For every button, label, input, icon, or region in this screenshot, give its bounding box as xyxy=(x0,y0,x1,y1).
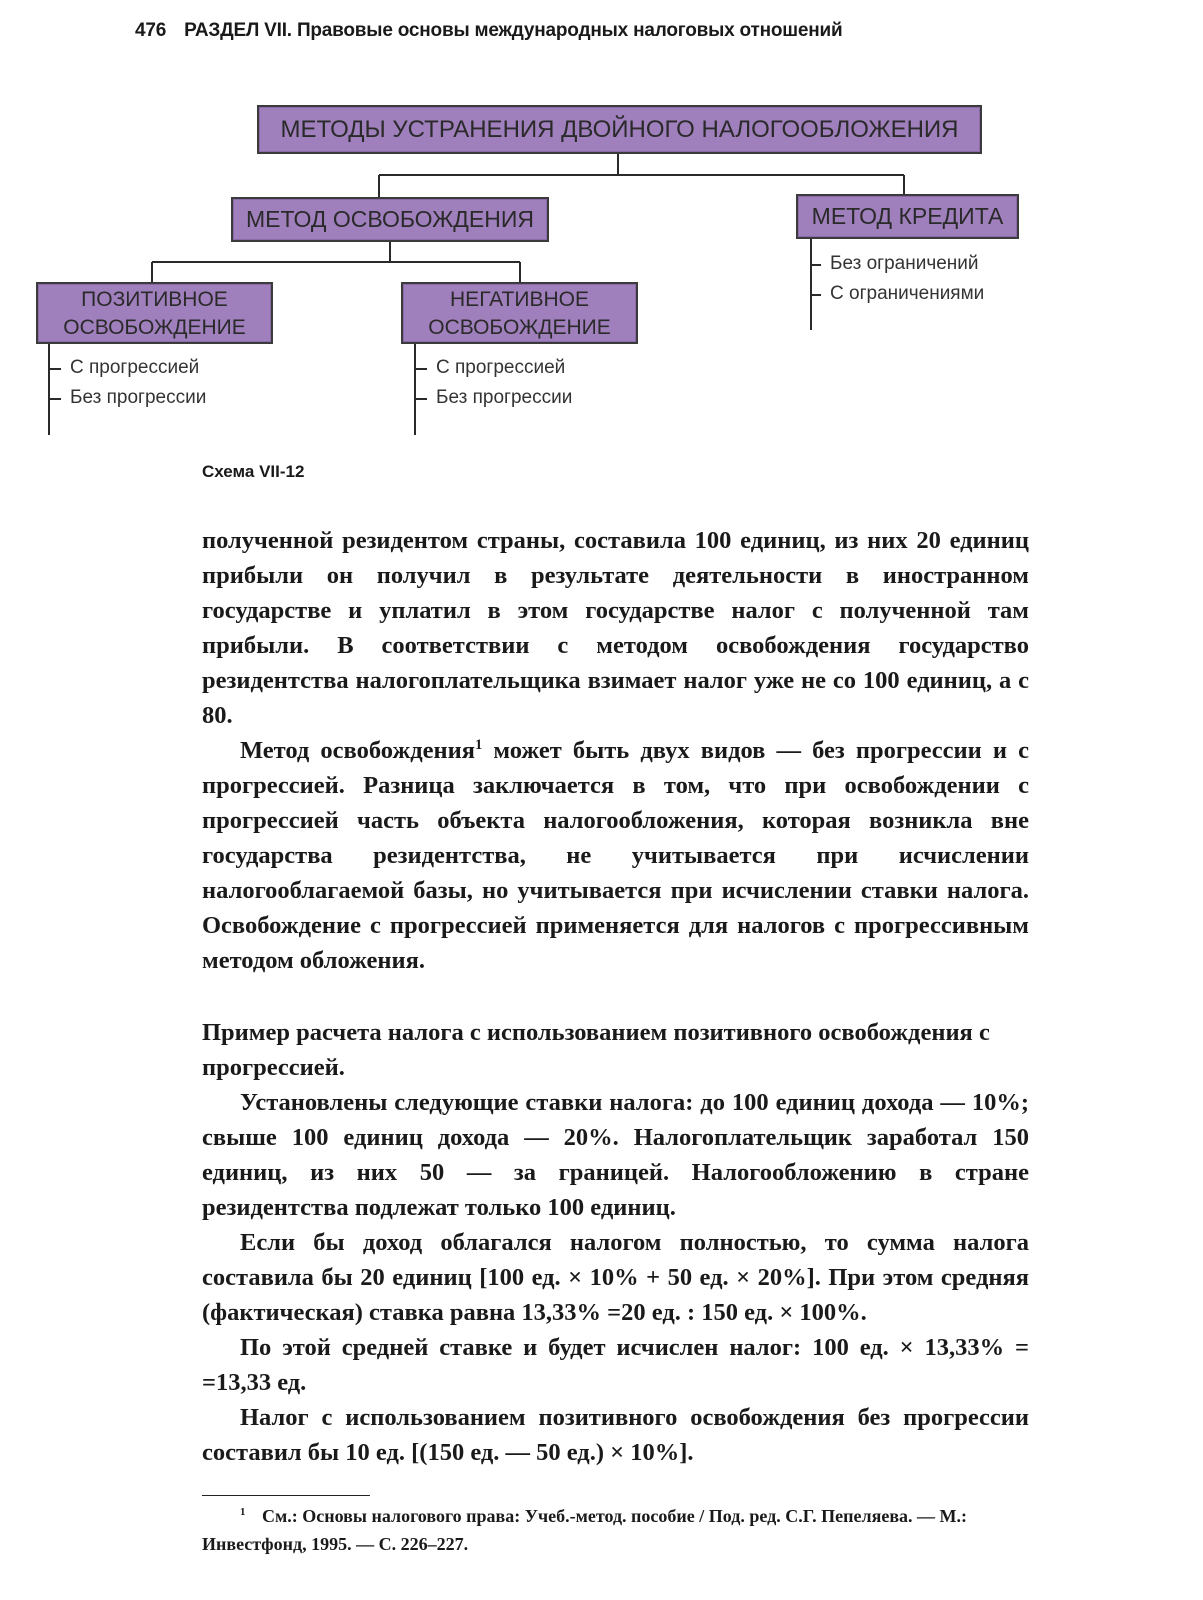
tax-methods-diagram xyxy=(0,0,1203,460)
root-method-label: МЕТОДЫ УСТРАНЕНИЯ ДВОЙНОГО НАЛОГООБЛОЖЕНИЯ xyxy=(280,116,959,143)
paragraph-4: Если бы доход облагался налогом полностью, то сумма налога составила бы 20 единиц [100 ед. × 10% + 50 ед. × 20%]. При этом средняя (фактическая) ставка равна 13,33% =20 ед. : 150 ед. × 100%. xyxy=(202,1229,1029,1326)
paragraph-5: По этой средней ставке и будет исчислен налог: 100 ед. × 13,33% = =13,33 ед. xyxy=(202,1334,1029,1396)
paragraph-6: Налог с использованием позитивного освобождения без прогрессии составил бы 10 ед. [(150 ед. — 50 ед.) × 10%]. xyxy=(202,1404,1029,1466)
credit-item-unlimited: Без ограничений xyxy=(830,253,979,274)
footnote-mark xyxy=(202,1502,262,1530)
root-method-box xyxy=(257,105,982,154)
paragraph-2 xyxy=(202,733,1029,978)
paragraph-2-start: Метод освобождения xyxy=(240,737,475,764)
paragraph-2-emphasis: освобождении с прогрессией xyxy=(202,772,1029,834)
page-number: 476 xyxy=(135,20,167,41)
main-text-block xyxy=(202,523,1029,978)
footnote-divider xyxy=(202,1495,370,1496)
section-title: РАЗДЕЛ VII. Правовые основы международных налоговых отношений xyxy=(184,20,843,41)
footnote xyxy=(202,1502,1029,1558)
footnote-mark-number: 1 xyxy=(240,1506,246,1518)
diagram-caption: Схема VII-12 xyxy=(202,462,305,481)
exemption-method-label: МЕТОД ОСВОБОЖДЕНИЯ xyxy=(246,206,534,232)
exemption-method-box xyxy=(231,197,549,242)
paragraph-2-mid: может быть двух видов — без прогрессии и с прогрессией. Разница заключается в том, что при xyxy=(202,737,1029,799)
negative-exemption-box xyxy=(401,282,638,344)
paragraph-1: полученной резидентом страны, составила 100 единиц, из них 20 единиц прибыли он получил в результате деятельности в иностранном государстве и уплатил в этом государстве налог с полученной там прибыли. В соответствии с методом освобождения государство резидентства налогоплательщика взимает налог уже не со 100 единиц, а с 80. xyxy=(202,527,1029,729)
positive-item-without-progression: Без прогрессии xyxy=(70,387,207,408)
example-block xyxy=(202,1015,1029,1470)
positive-exemption-line2: ОСВОБОЖДЕНИЕ xyxy=(63,316,246,339)
negative-exemption-line1: НЕГАТИВНОЕ xyxy=(450,288,589,311)
paragraph-2-end: часть объекта налогообложения, которая возникла вне государства резидентства, не учитывается при исчислении налогооблагаемой базы, но учитывается при исчислении ставки налога. Освобождение с прогрессией применяется для налогов с прогрессивным методом обложения. xyxy=(202,807,1029,974)
credit-method-label: МЕТОД КРЕДИТА xyxy=(811,203,1004,229)
footnote-text: См.: Основы налогового права: Учеб.-метод. пособие / Под. ред. С.Г. Пепеляева. — М.: Инвестфонд, 1995. — С. 226–227. xyxy=(202,1506,968,1554)
credit-method-box xyxy=(796,194,1019,239)
negative-item-with-progression: С прогрессией xyxy=(436,357,566,378)
negative-exemption-line2: ОСВОБОЖДЕНИЕ xyxy=(428,316,611,339)
positive-exemption-line1: ПОЗИТИВНОЕ xyxy=(81,288,228,311)
paragraph-3: Установлены следующие ставки налога: до 100 единиц дохода — 10%; свыше 100 единиц дохода — 20%. Налогоплательщик заработал 150 единиц, из них 50 — за границей. Налогообложению в стране резидентства подлежат только 100 единиц. xyxy=(202,1089,1029,1221)
example-heading: Пример расчета налога с использованием позитивного освобождения с прогрессией. xyxy=(202,1019,990,1081)
credit-item-limited: С ограничениями xyxy=(830,283,985,304)
negative-item-without-progression: Без прогрессии xyxy=(436,387,573,408)
footnote-ref: 1 xyxy=(474,736,483,753)
positive-item-with-progression: С прогрессией xyxy=(70,357,200,378)
positive-exemption-box xyxy=(36,282,273,344)
